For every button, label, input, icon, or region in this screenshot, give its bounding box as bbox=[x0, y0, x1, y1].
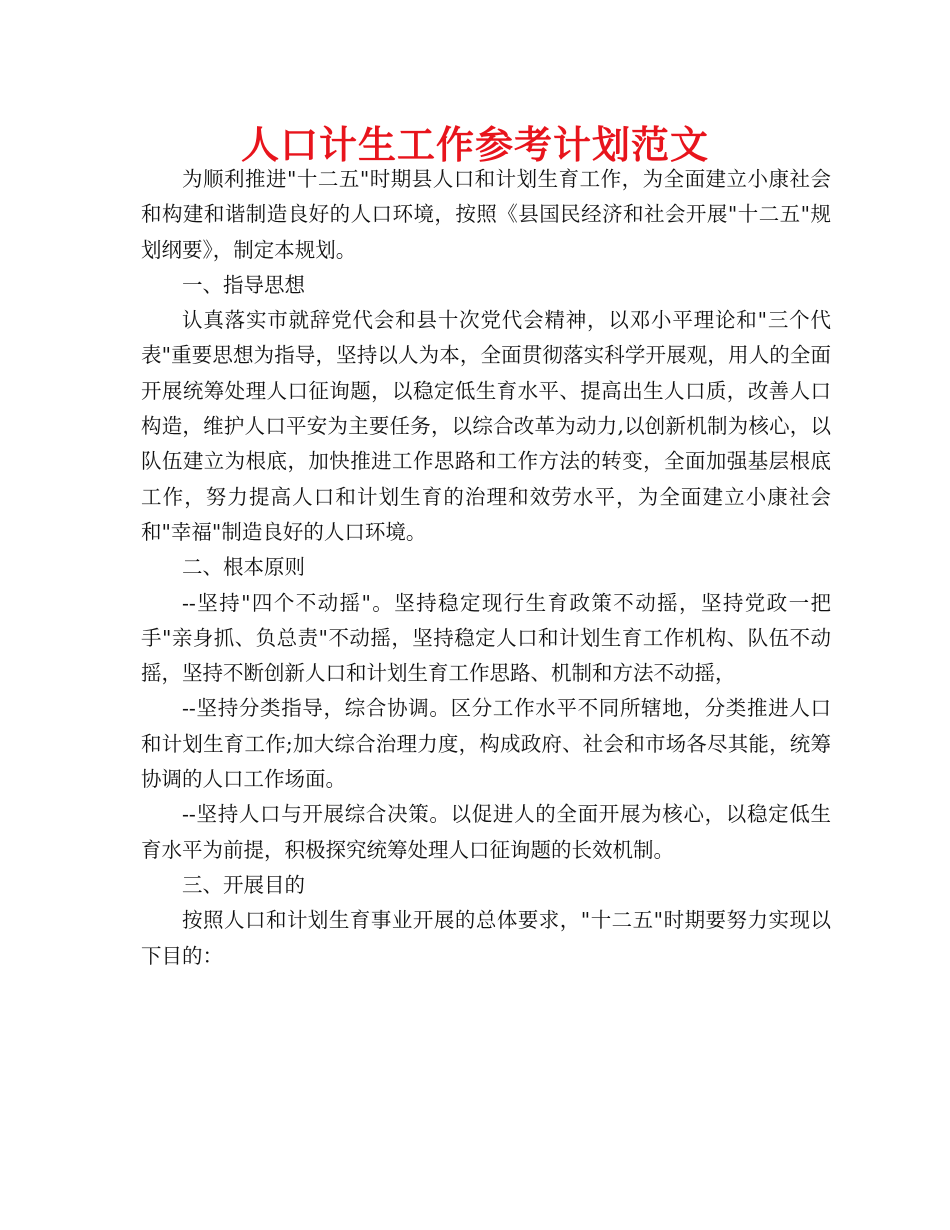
section-heading-guiding-ideology: 一、指导思想 bbox=[182, 272, 305, 297]
paragraph-intro: 为顺利推进"十二五"时期县人口和计划生育工作，为全面建立小康社会和构建和谐制造良好的人口环境，按照《县国民经济和社会开展"十二五"规划纲要》，制定本规划。 bbox=[141, 167, 831, 262]
section-heading-development-goals: 三、开展目的 bbox=[182, 872, 305, 897]
paragraph-principle-2: --坚持分类指导，综合协调。区分工作水平不同所辖地，分类推进人口和计划生育工作;加大综合治理力度，构成政府、社会和市场各尽其能，统筹协调的人口工作场面。 bbox=[141, 696, 831, 792]
paragraph-goals: 按照人口和计划生育事业开展的总体要求，"十二五"时期要努力实现以下目的： bbox=[141, 908, 831, 968]
paragraph-principle-1: --坚持"四个不动摇"。坚持稳定现行生育政策不动摇，坚持党政一把手"亲身抓、负总责"不动摇，坚持稳定人口和计划生育工作机构、队伍不动摇，坚持不断创新人口和计划生育工作思路、机制和方法不动摇， bbox=[141, 590, 831, 686]
section-heading-basic-principles: 二、根本原则 bbox=[182, 555, 305, 580]
paragraph-guiding-ideology: 认真落实市就辞党代会和县十次党代会精神，以邓小平理论和"三个代表"重要思想为指导，坚持以人为本，全面贯彻落实科学开展观，用人的全面开展统筹处理人口征询题，以稳定低生育水平、提高出生人口质，改善人口构造，维护人口平安为主要任务，以综合改革为动力,以创新机制为核心，以队伍建立为根底，加快推进工作思路和工作方法的转变，全面加强基层根底工作，努力提高人口和计划生育的治理和效劳水平，为全面建立小康社会和"幸福"制造良好的人口环境。 bbox=[141, 308, 831, 544]
document-title: 人口计生工作参考计划范文 bbox=[240, 123, 709, 167]
document-body bbox=[141, 162, 831, 974]
paragraph-principle-3: --坚持人口与开展综合决策。以促进人的全面开展为核心，以稳定低生育水平为前提，积极探究统筹处理人口征询题的长效机制。 bbox=[141, 802, 831, 862]
